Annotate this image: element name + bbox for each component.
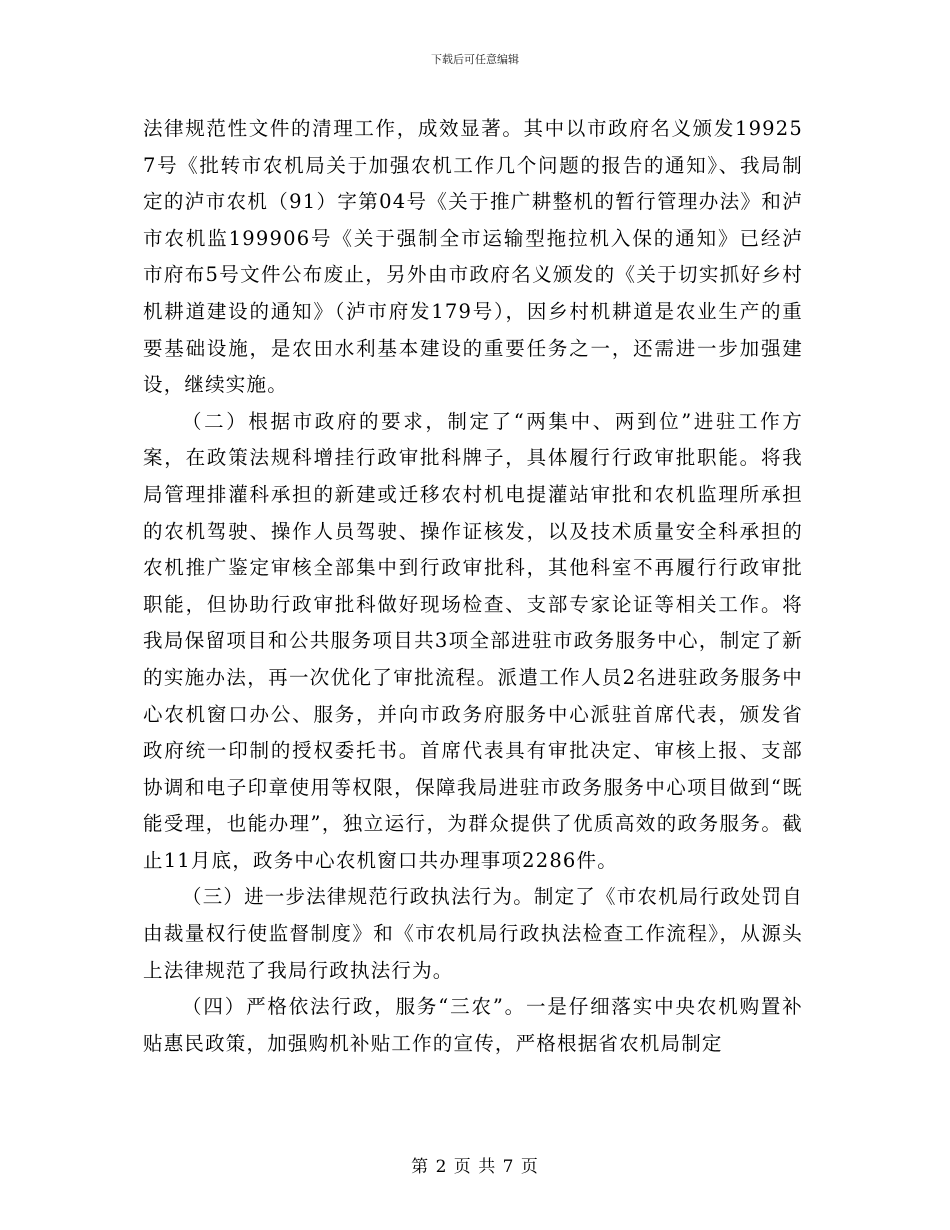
page-number-footer: 第 2 页 共 7 页 [411,1157,539,1177]
paragraph-1: 法律规范性文件的清理工作，成效显著。其中以市政府名义颁发199257号《批转市农机局关于加强农机工作几个问题的报告的通知》、我局制定的泸市农机（91）字第04号《关于推广耕整机的暂行管理办法》和泸市农机监199906号《关于强制全市运输型拖拉机入保的通知》已经泸市府布5号文件公布废止，另外由市政府名义颁发的《关于切实抓好乡村机耕道建设的通知》（泸市府发179号），因乡村机耕道是农业生产的重要基础设施，是农田水利基本建设的重要任务之一，还需进一步加强建设，继续实施。 [143,117,803,397]
paragraph-2: （二）根据市政府的要求，制定了“两集中、两到位”进驻工作方案，在政策法规科增挂行政审批科牌子，具体履行行政审批职能。将我局管理排灌科承担的新建或迁移农村机电提灌站审批和农机监理所承担的农机驾驶、操作人员驾驶、操作证核发，以及技术质量安全科承担的农机推广鉴定审核全部集中到行政审批科，其他科室不再履行行政审批职能，但协助行政审批科做好现场检查、支部专家论证等相关工作。将我局保留项目和公共服务项目共3项全部进驻市政务服务中心，制定了新的实施办法，再一次优化了审批流程。派遣工作人员2名进驻政务服务中心农机窗口办公、服务，并向市政务府服务中心派驻首席代表，颁发省政府统一印制的授权委托书。首席代表具有审批决定、审核上报、支部协调和电子印章使用等权限，保障我局进驻市政务服务中心项目做到“既能受理，也能办理”，独立运行，为群众提供了优质高效的政务服务。截止11月底，政务中心农机窗口共办理事项2286件。 [143,409,803,872]
page-header: 下载后可任意编辑 [431,53,519,66]
paragraph-4: （四）严格依法行政，服务“三农”。一是仔细落实中央农机购置补贴惠民政策，加强购机补贴工作的宣传，严格根据省农机局制定 [143,995,803,1055]
document-body [143,111,803,1062]
paragraph-3: （三）进一步法律规范行政执法行为。制定了《市农机局行政处罚自由裁量权行使监督制度》和《市农机局行政执法检查工作流程》，从源头上法律规范了我局行政执法行为。 [143,885,804,982]
